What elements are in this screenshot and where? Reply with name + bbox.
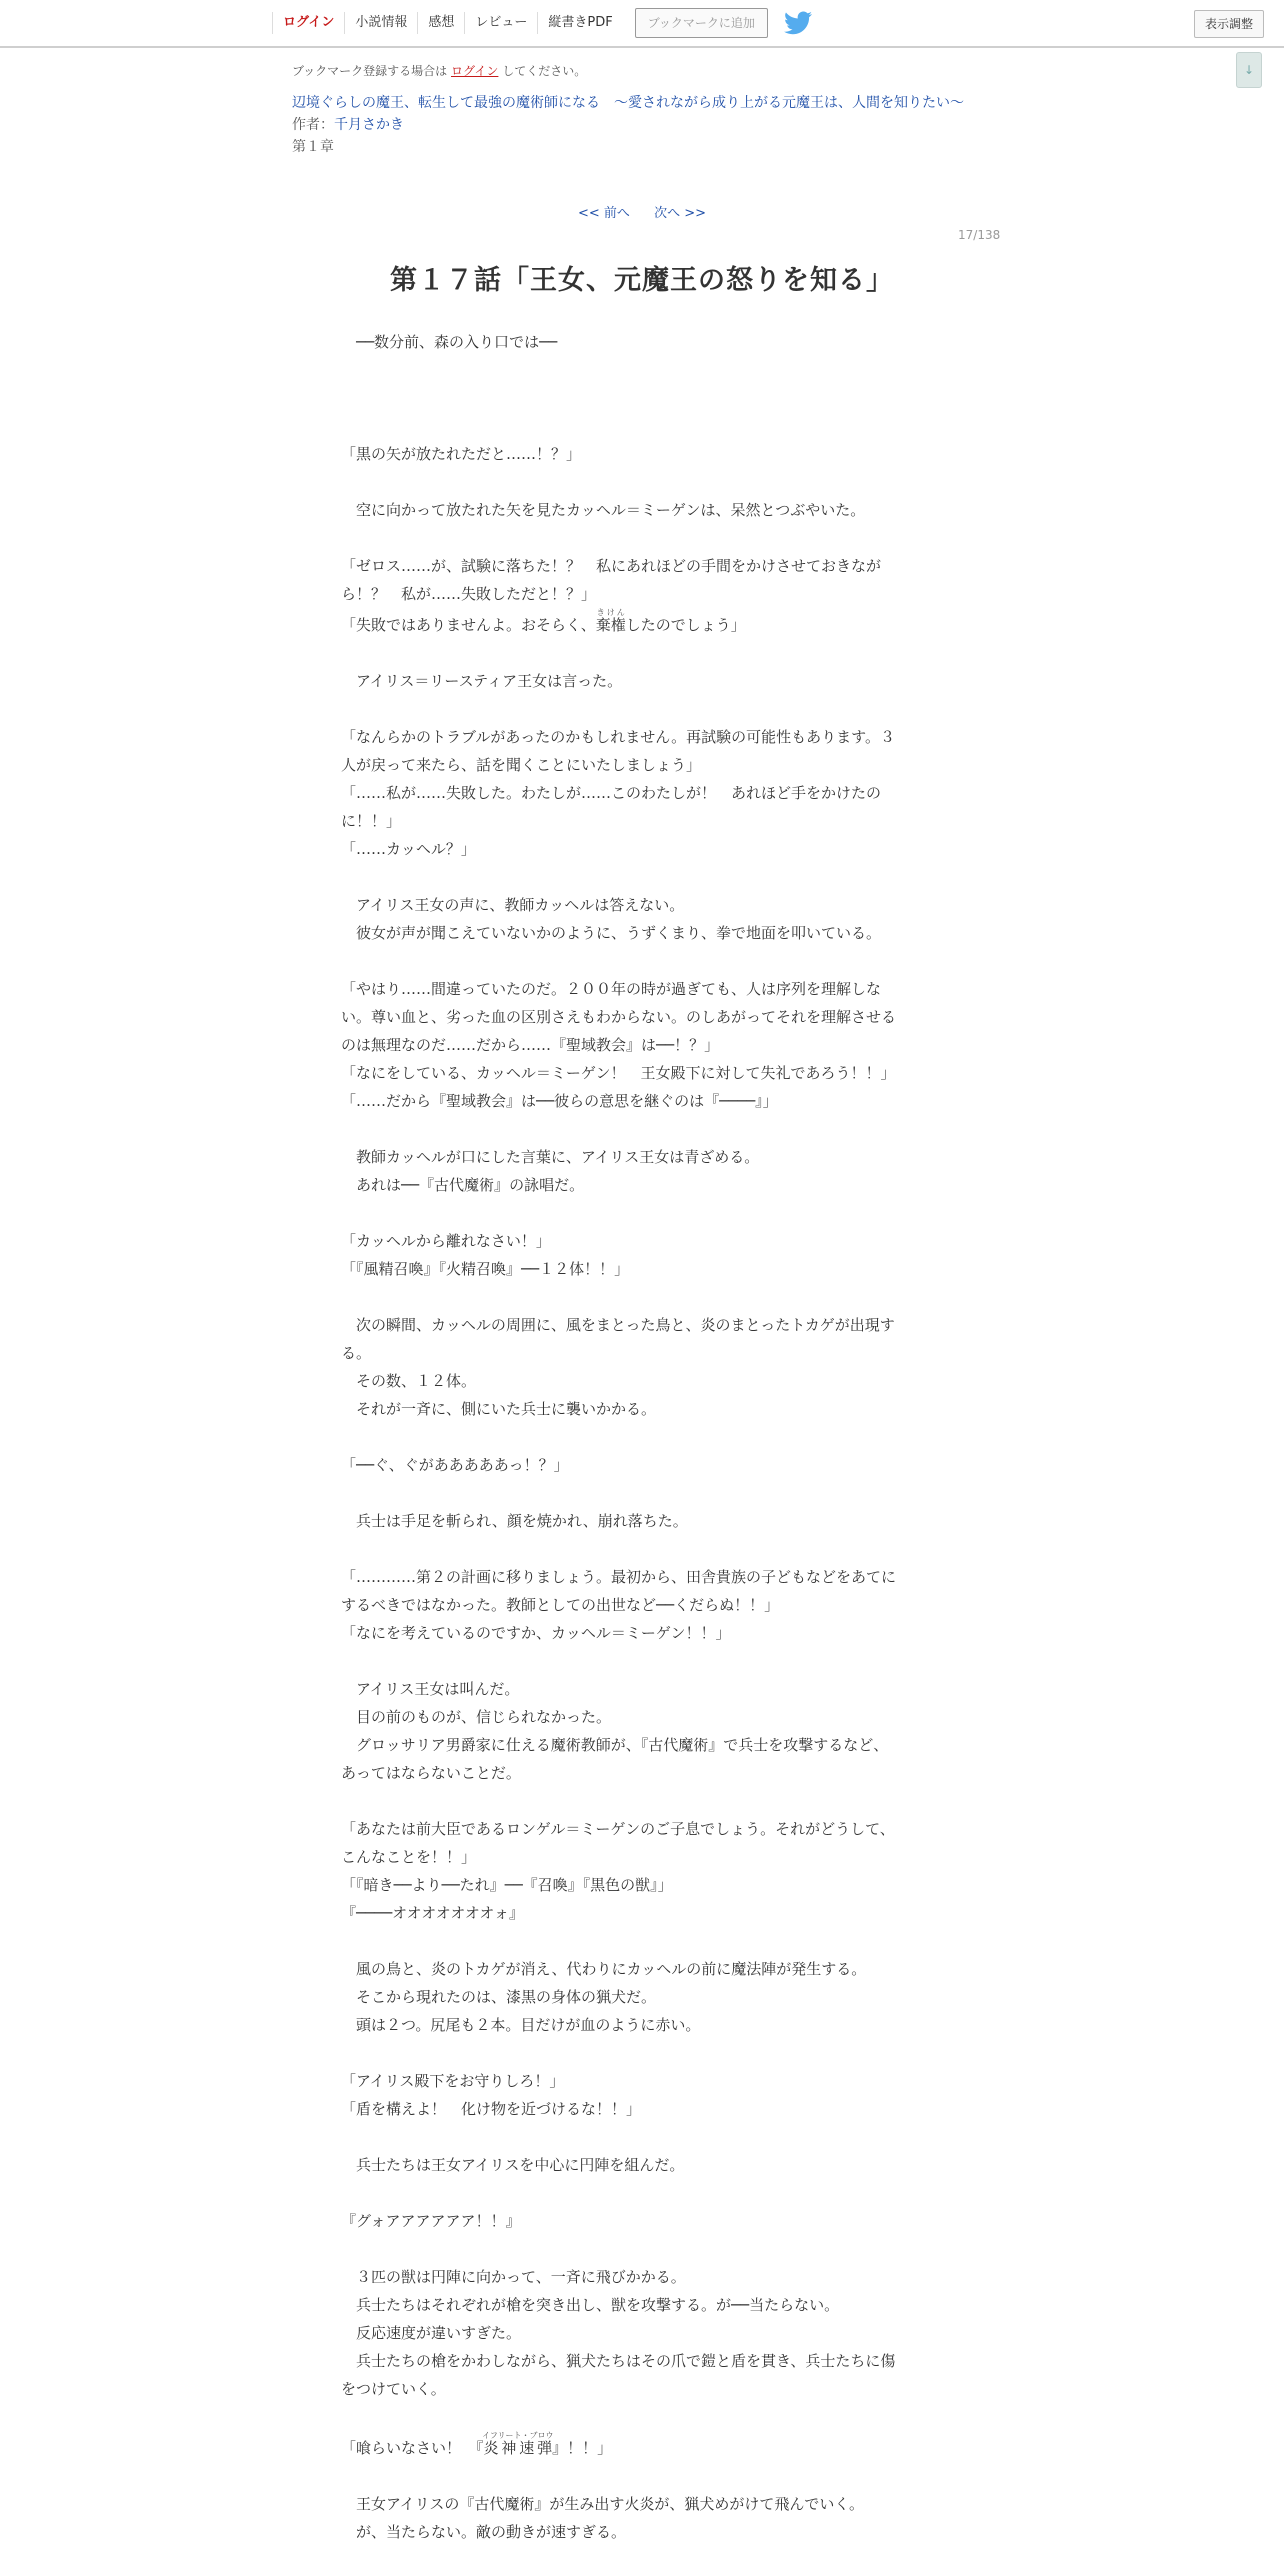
text-line: 兵士たちは王女アイリスを中心に円陣を組んだ。 [341,2156,685,2174]
text-line: そこから現れたのは、漆黒の身体の猟犬だ。 [341,1988,657,2006]
blank-line [341,2179,941,2207]
text-line: 兵士たちはそれぞれが槍を突き出し、獣を攻撃する。が──当たらない。 [341,2296,840,2314]
blank-line [341,2235,941,2263]
text-line: い。尊い血と、劣った血の区別さえもわからない。のしあがってそれを理解させる [341,1008,897,1026]
text-line: 『────オオオオオオオォ』 [341,1904,525,1922]
prev-episode-link[interactable]: << 前へ [578,206,630,221]
main-nav [272,0,812,46]
text-line: のは無理なのだ……だから……『聖域教会』は──！？」 [341,1036,720,1054]
text-line: 「黒の矢が放たれただと……！？」 [341,445,582,463]
episode-count: 17/138 [958,228,1001,242]
blank-line [341,524,941,552]
text-line: グロッサリア男爵家に仕える魔術教師が、『古代魔術』で兵士を攻撃するなど、 [341,1736,889,1754]
text-line: 「…………第２の計画に移りましょう。最初から、田舎貴族の子どもなどをあてに [341,1568,897,1586]
text-line: に！！」 [341,812,402,830]
nav-impressions[interactable]: 感想 [417,12,464,34]
text-line: 教師カッヘルが口にした言葉に、アイリス王女は青ざめる。 [341,1148,760,1166]
text-line: 次の瞬間、カッヘルの周囲に、風をまとった鳥と、炎のまとったトカゲが出現す [341,1316,895,1334]
text-line: 「なんらかのトラブルがあったのかもしれません。再試験の可能性もあります。３ [341,728,895,746]
text-line: その数、１２体。 [341,1372,477,1390]
nav-review[interactable]: レビュー [464,12,537,34]
ruby-ifrit-blow: 炎神速弾イフリート・ブロウ [482,2431,554,2457]
nav-novel-info[interactable]: 小説情報 [344,12,417,34]
text-line-with-ruby: 「喰らいなさい！ 『炎神速弾イフリート・ブロウ』！！」 [341,2431,613,2457]
blank-line [341,2039,941,2067]
text-line: 王女アイリスの『古代魔術』が生み出す火炎が、猟犬めがけて飛んでいく。 [341,2495,865,2513]
text-line: あれは──『古代魔術』の詠唱だ。 [341,1176,585,1194]
text-line: こんなことを！！」 [341,1848,477,1866]
blank-line [341,695,941,723]
blank-line [341,1423,941,1451]
blank-line [341,384,941,412]
text-line: アイリス王女の声に、教師カッヘルは答えない。 [341,896,685,914]
text-line: 「あなたは前大臣であるロンゲル＝ミーゲンのご子息でしょう。それがどうして、 [341,1820,895,1838]
display-settings-button[interactable]: 表示調整 [1194,10,1264,38]
chapter-title: 第１章 [292,139,334,155]
episode-title: 第１７話「王女、元魔王の怒りを知る」 [390,265,894,296]
episode-pager [0,202,1284,221]
text-line: 兵士は手足を斬られ、顔を焼かれ、崩れ落ちた。 [341,1512,688,1530]
text-line: 「『暗き──より──たれ』──『召喚』『黒色の獣』」 [341,1876,673,1894]
blank-line [341,1479,941,1507]
text-line: 兵士たちの槍をかわしながら、猟犬たちはその爪で鎧と盾を貫き、兵士たちに傷 [341,2352,896,2370]
blank-line [341,1535,941,1563]
text-line: ──数分前、森の入り口では── [341,333,558,351]
text-line: 「なにを考えているのですか、カッヘル＝ミーゲン！！」 [341,1624,731,1642]
text-line: 「……だから『聖域教会』は──彼らの意思を継ぐのは『────』」 [341,1092,778,1110]
blank-line [341,412,941,440]
text-line: 人が戻って来たら、話を聞くことにいたしましょう」 [341,756,702,774]
text-line: ３匹の獣は円陣に向かって、一斉に飛びかかる。 [341,2268,686,2286]
text-line: 空に向かって放たれた矢を見たカッヘル＝ミーゲンは、呆然とつぶやいた。 [341,501,866,519]
blank-line [341,2403,941,2431]
add-bookmark-button[interactable]: ブックマークに追加 [635,8,768,38]
text-line: 「ゼロス……が、試験に落ちた！？ 私にあれほどの手間をかけさせておきなが [341,557,882,575]
nav-vertical-pdf[interactable]: 縦書きPDF [537,12,622,34]
text-line: が、当たらない。敵の動きが速すぎる。 [341,2523,627,2541]
next-episode-link[interactable]: 次へ >> [654,206,706,221]
novel-body [341,328,941,2546]
text-line: アイリス王女は叫んだ。 [341,1680,520,1698]
text-line: 「なにをしている、カッヘル＝ミーゲン！ 王女殿下に対して失礼であろう！！」 [341,1064,896,1082]
text-line: 『グォアアアアアア！！』 [341,2212,521,2230]
text-line-with-ruby: 「失敗ではありませんよ。おそらく、棄権きけんしたのでしょう」 [341,608,746,634]
text-line: アイリス＝リースティア王女は言った。 [341,672,623,690]
blank-line [341,1199,941,1227]
text-line: る。 [341,1344,372,1362]
blank-line [341,639,941,667]
text-line: 「盾を構えよ！ 化け物を近づけるな！！」 [341,2100,642,2118]
twitter-bird-icon[interactable] [784,11,812,35]
blank-line [341,947,941,975]
text-line: それが一斉に、側にいた兵士に襲いかかる。 [341,1400,657,1418]
bookmark-login-note: ブックマーク登録する場合は ログイン してください。 [292,64,587,78]
blank-line [341,1115,941,1143]
bookmark-login-link[interactable]: ログイン [451,64,499,78]
blank-line [341,863,941,891]
text-line: 「『風精召喚』『火精召喚』──１２体！！」 [341,1260,630,1278]
blank-line [341,356,941,384]
novel-meta [292,62,1012,158]
text-line: 「アイリス殿下をお守りしろ！」 [341,2072,565,2090]
text-line: するべきではなかった。教師としての出世など──くだらぬ！！」 [341,1596,780,1614]
text-line: 「やはり……間違っていたのだ。２００年の時が過ぎても、人は序列を理解しな [341,980,882,998]
text-line: 反応速度が違いすぎた。 [341,2324,522,2342]
text-line: をつけていく。 [341,2380,446,2398]
text-line: 「……私が……失敗した。わたしが……このわたしが！ あれほど手をかけたの [341,784,882,802]
text-line: 「カッヘルから離れなさい！」 [341,1232,551,1250]
text-line: 目の前のものが、信じられなかった。 [341,1708,612,1726]
text-line: 風の鳥と、炎のトカゲが消え、代わりにカッヘルの前に魔法陣が発生する。 [341,1960,867,1978]
author-link[interactable]: 千月さかき [334,117,404,133]
text-line: 「……カッヘル？」 [341,840,476,858]
blank-line [341,1647,941,1675]
ruby-kiken: 棄権きけん [595,608,626,634]
blank-line [341,2462,941,2490]
blank-line [341,2123,941,2151]
blank-line [341,1787,941,1815]
blank-line [341,468,941,496]
blank-line [341,1283,941,1311]
text-line: あってはならないことだ。 [341,1764,521,1782]
text-line: 「──ぐ、ぐがあああああっ！？」 [341,1456,569,1474]
blank-line [341,1927,941,1955]
text-line: ら！？ 私が……失敗しただと！？」 [341,585,597,603]
text-line: 彼女が声が聞こえていないかのように、うずくまり、拳で地面を叩いている。 [341,924,882,942]
scroll-down-button[interactable]: ↓ [1236,52,1262,88]
author-line: 作者：千月さかき [292,117,404,133]
top-navigation-bar [0,0,1284,48]
text-line: 頭は２つ。尻尾も２本。目だけが血のように赤い。 [341,2016,701,2034]
novel-title-link[interactable]: 辺境ぐらしの魔王、転生して最強の魔術師になる 〜愛されながら成り上がる元魔王は、人間を知りたい〜 [292,95,964,111]
nav-login[interactable]: ログイン [272,12,344,34]
